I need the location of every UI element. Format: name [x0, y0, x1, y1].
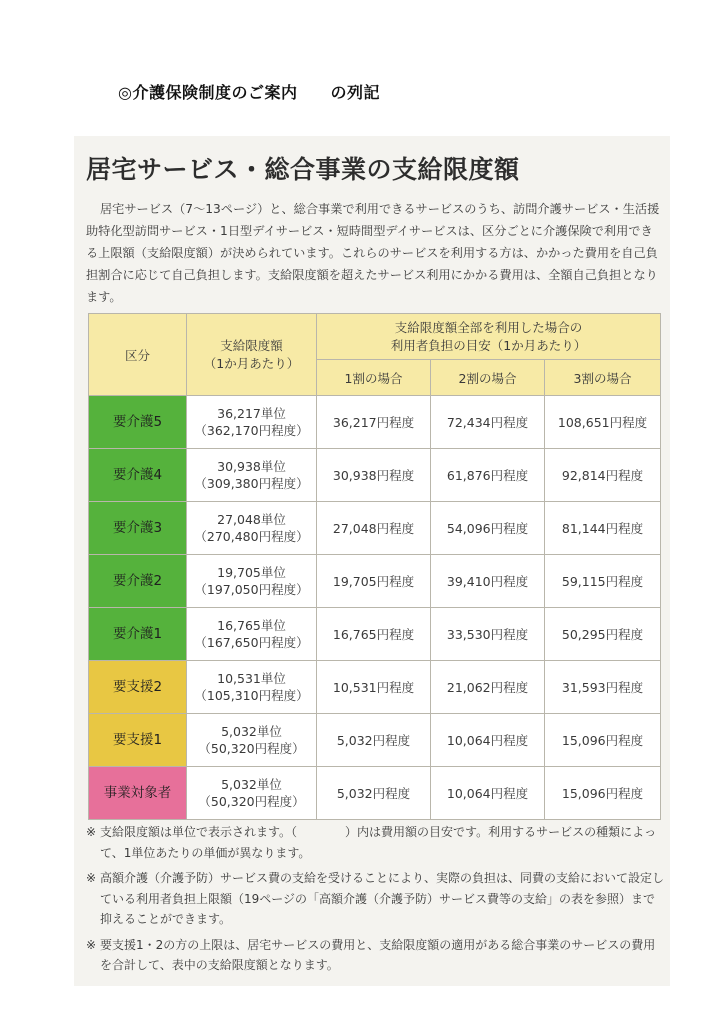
- burden-20-cell: 10,064円程度: [431, 767, 545, 820]
- burden-30-cell: 15,096円程度: [545, 767, 661, 820]
- note-text: 要支援1・2の方の上限は、居宅サービスの費用と、支給限度額の適用がある総合事業のサービスの費用を合計して、表中の支給限度額となります。: [100, 937, 656, 972]
- burden-10-cell: 36,217円程度: [317, 396, 431, 449]
- burden-10-cell: 19,705円程度: [317, 555, 431, 608]
- category-cell: 要支援2: [89, 661, 187, 714]
- burden-20-cell: 72,434円程度: [431, 396, 545, 449]
- burden-30-cell: 15,096円程度: [545, 714, 661, 767]
- burden-20-cell: 10,064円程度: [431, 714, 545, 767]
- footnotes: [86, 822, 666, 981]
- footnote: [86, 868, 666, 930]
- table-row: [89, 502, 661, 555]
- burden-10-cell: 5,032円程度: [317, 714, 431, 767]
- limit-cell: 36,217単位 （362,170円程度）: [187, 396, 317, 449]
- header-rate-30: 3割の場合: [545, 360, 661, 396]
- category-cell: 事業対象者: [89, 767, 187, 820]
- note-text: 支給限度額は単位で表示されます。（ ）内は費用額の目安です。利用するサービスの種類によって、1単位あたりの単価が異なります。: [100, 825, 657, 860]
- burden-30-cell: 31,593円程度: [545, 661, 661, 714]
- burden-20-cell: 33,530円程度: [431, 608, 545, 661]
- footnote: [86, 822, 666, 863]
- table-row: [89, 661, 661, 714]
- burden-10-cell: 10,531円程度: [317, 661, 431, 714]
- limit-cell: 10,531単位 （105,310円程度）: [187, 661, 317, 714]
- burden-20-cell: 21,062円程度: [431, 661, 545, 714]
- burden-30-cell: 50,295円程度: [545, 608, 661, 661]
- burden-10-cell: 30,938円程度: [317, 449, 431, 502]
- intro-paragraph: 居宅サービス（7〜13ページ）と、総合事業で利用できるサービスのうち、訪問介護サービス・生活援助特化型訪問サービス・1日型デイサービス・短時間型デイサービスは、区分ごとに介護保険で利用できる上限額（支給限度額）が決められています。これらのサービスを利用する方は、かかった費用を自己負担割合に応じて自己負担します。支給限度額を超えたサービス利用にかかる費用は、全額自己負担となります。: [86, 202, 660, 304]
- header-rate-10: 1割の場合: [317, 360, 431, 396]
- table-row: [89, 396, 661, 449]
- note-mark: ※: [86, 871, 97, 885]
- burden-20-cell: 39,410円程度: [431, 555, 545, 608]
- burden-10-cell: 27,048円程度: [317, 502, 431, 555]
- limit-cell: 5,032単位 （50,320円程度）: [187, 767, 317, 820]
- table-row: [89, 767, 661, 820]
- limit-table: [88, 313, 661, 820]
- limit-cell: 16,765単位 （167,650円程度）: [187, 608, 317, 661]
- burden-30-cell: 59,115円程度: [545, 555, 661, 608]
- table-row: [89, 555, 661, 608]
- limit-cell: 30,938単位 （309,380円程度）: [187, 449, 317, 502]
- burden-30-cell: 81,144円程度: [545, 502, 661, 555]
- header-burden: 支給限度額全部を利用した場合の 利用者負担の目安（1か月あたり）: [317, 314, 661, 360]
- limit-cell: 19,705単位 （197,050円程度）: [187, 555, 317, 608]
- category-cell: 要介護2: [89, 555, 187, 608]
- burden-20-cell: 61,876円程度: [431, 449, 545, 502]
- burden-10-cell: 5,032円程度: [317, 767, 431, 820]
- limit-cell: 5,032単位 （50,320円程度）: [187, 714, 317, 767]
- table-row: [89, 449, 661, 502]
- limit-cell: 27,048単位 （270,480円程度）: [187, 502, 317, 555]
- burden-10-cell: 16,765円程度: [317, 608, 431, 661]
- category-cell: 要介護3: [89, 502, 187, 555]
- burden-20-cell: 54,096円程度: [431, 502, 545, 555]
- category-cell: 要介護1: [89, 608, 187, 661]
- table-row: [89, 608, 661, 661]
- page-title: 居宅サービス・総合事業の支給限度額: [86, 155, 520, 184]
- category-cell: 要介護5: [89, 396, 187, 449]
- header-rate-20: 2割の場合: [431, 360, 545, 396]
- header-limit: 支給限度額 （1か月あたり）: [187, 314, 317, 396]
- header-note: ◎介護保険制度のご案内 の列記: [118, 83, 380, 102]
- note-mark: ※: [86, 825, 97, 839]
- burden-30-cell: 108,651円程度: [545, 396, 661, 449]
- category-cell: 要支援1: [89, 714, 187, 767]
- category-cell: 要介護4: [89, 449, 187, 502]
- footnote: [86, 935, 666, 976]
- burden-30-cell: 92,814円程度: [545, 449, 661, 502]
- note-mark: ※: [86, 937, 97, 952]
- header-category: 区分: [89, 314, 187, 396]
- table-row: [89, 714, 661, 767]
- note-text: 高額介護（介護予防）サービス費の支給を受けることにより、実際の負担は、同費の支給において設定している利用者負担上限額（19ページの「高額介護（介護予防）サービス費等の支給」の表を参照）まで抑えることができます。: [100, 871, 665, 926]
